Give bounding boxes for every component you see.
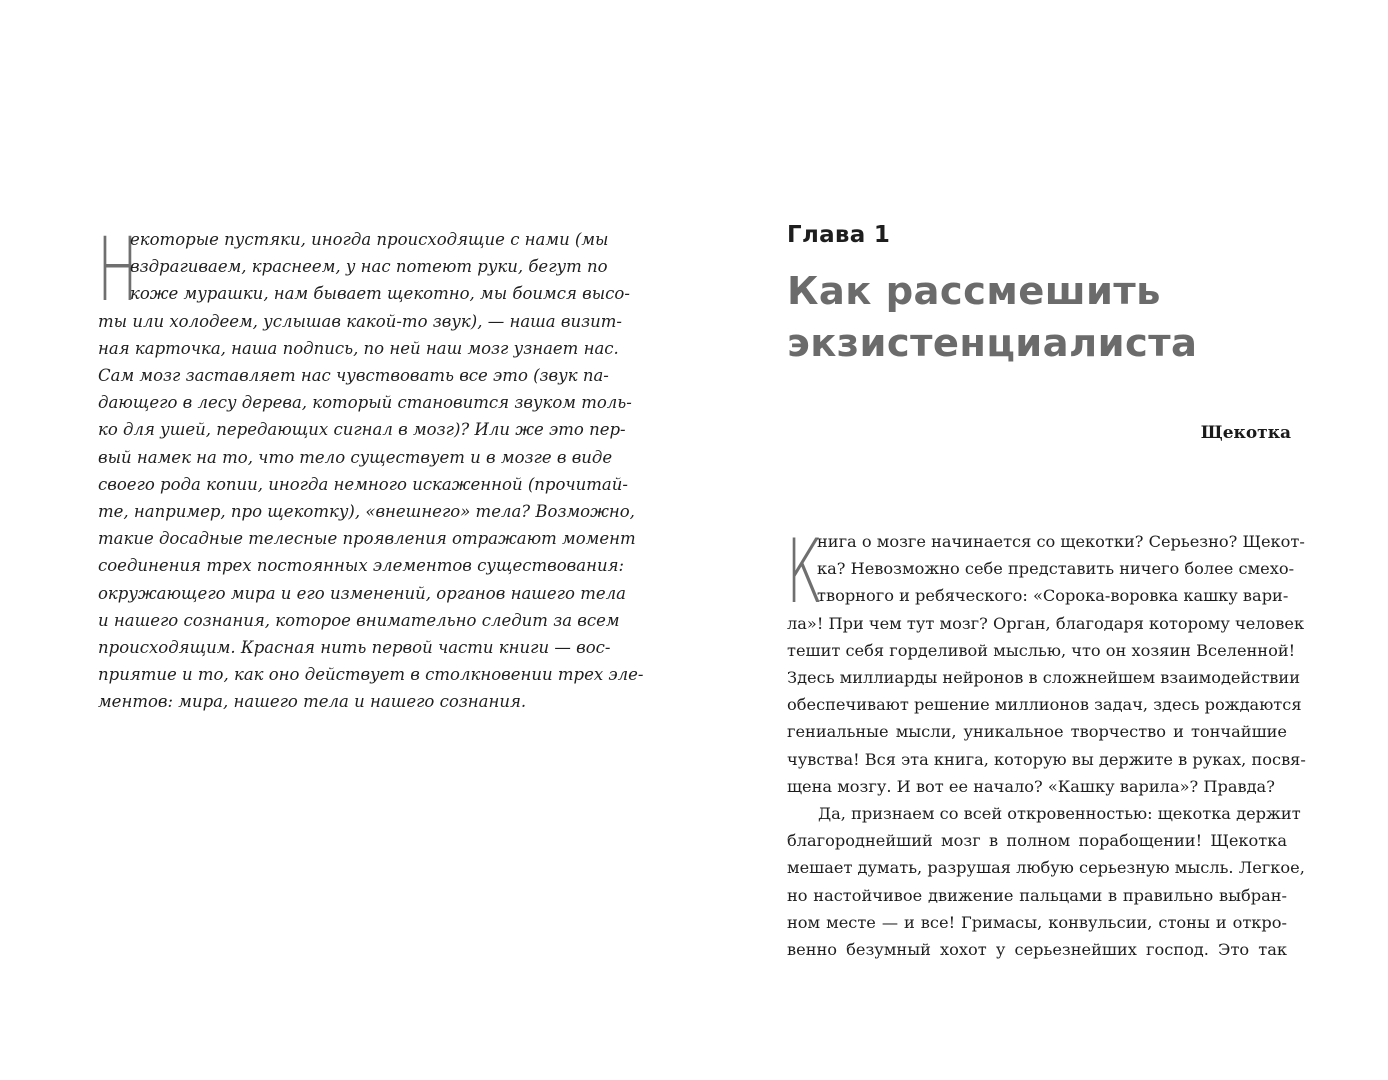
intro-line: те, например, про щекотку), «внешнего» тела? Возможно, <box>98 502 635 522</box>
chapter-title-line: экзистенциалиста <box>787 321 1198 366</box>
body-line: благороднейший мозг в полном порабощении! Щекотка <box>787 831 1287 851</box>
section-heading: Щекотка <box>1200 423 1291 443</box>
intro-line: вый намек на то, что тело существует и в мозге в виде <box>98 447 613 467</box>
body-line: тешит себя горделивой мыслью, что он хозяин Вселенной! <box>787 640 1296 660</box>
intro-line: соединения трех постоянных элементов существования: <box>98 556 625 576</box>
body-line: но настойчивое движение пальцами в правильно выбран- <box>787 885 1287 905</box>
intro-line: приятие и то, как оно действует в столкновении трех эле- <box>98 665 644 685</box>
body-line: щена мозгу. И вот ее начало? «Кашку варила»? Правда? <box>787 776 1275 796</box>
intro-line: Сам мозг заставляет нас чувствовать все это (звук па- <box>98 366 609 386</box>
body-line: чувства! Вся эта книга, которую вы держите в руках, посвя- <box>787 749 1306 769</box>
intro-line: своего рода копии, иногда немного искаженной (прочитай- <box>98 474 628 494</box>
intro-line: коже мурашки, нам бывает щекотно, мы боимся высо- <box>130 284 630 304</box>
intro-line: екоторые пустяки, иногда происходящие с нами (мы <box>130 230 609 249</box>
intro-line: и нашего сознания, которое внимательно следит за всем <box>98 610 620 630</box>
body-line: Здесь миллиарды нейронов в сложнейшем взаимодействии <box>787 668 1300 688</box>
body-line: нига о мозге начинается со щекотки? Серьезно? Щекот- <box>817 532 1305 551</box>
chapter-label: Глава 1 <box>787 222 891 248</box>
body-line: Да, признаем со всей откровенностью: щекотка держит <box>818 804 1301 824</box>
intro-line: окружающего мира и его изменений, органов нашего тела <box>98 583 626 603</box>
body-line: ка? Невозможно себе представить ничего более смехо- <box>817 559 1295 579</box>
chapter-title-line: Как рассмешить <box>787 269 1161 314</box>
intro-line: ты или холодеем, услышав какой-то звук), — наша визит- <box>98 311 622 331</box>
body-text <box>786 520 1306 963</box>
intro-line: ная карточка, наша подпись, по ней наш мозг узнает нас. <box>98 338 619 358</box>
intro-line: ментов: мира, нашего тела и нашего сознания. <box>98 692 527 712</box>
body-line: мешает думать, разрушая любую серьезную мысль. Легкое, <box>787 858 1305 878</box>
intro-line: ко для ушей, передающих сигнал в мозг)? Или же это пер- <box>98 420 626 440</box>
intro-dropcap: Н <box>97 218 139 321</box>
body-line: гениальные мысли, уникальное творчество и тончайшие <box>787 722 1287 742</box>
body-line: ла»! При чем тут мозг? Орган, благодаря которому человек <box>787 613 1305 633</box>
body-line: венно безумный хохот у серьезнейших господ. Это так <box>787 940 1287 960</box>
body-line: ном месте — и все! Гримасы, конвульсии, стоны и откро- <box>787 912 1287 932</box>
intro-line: вздрагиваем, краснеем, у нас потеют руки, бегут по <box>130 257 608 277</box>
chapter-title <box>787 266 1347 370</box>
intro-paragraph <box>97 218 644 716</box>
intro-line: дающего в лесу дерева, который становится звуком толь- <box>98 393 632 413</box>
body-line: обеспечивают решение миллионов задач, здесь рождаются <box>787 695 1302 715</box>
intro-line: происходящим. Красная нить первой части книги — вос- <box>98 638 611 658</box>
right-page <box>694 0 1388 1080</box>
intro-line: такие досадные телесные проявления отражают момент <box>98 529 636 549</box>
body-dropcap: К <box>786 520 823 623</box>
body-line: творного и ребяческого: «Сорока-воровка кашку вари- <box>817 586 1289 606</box>
